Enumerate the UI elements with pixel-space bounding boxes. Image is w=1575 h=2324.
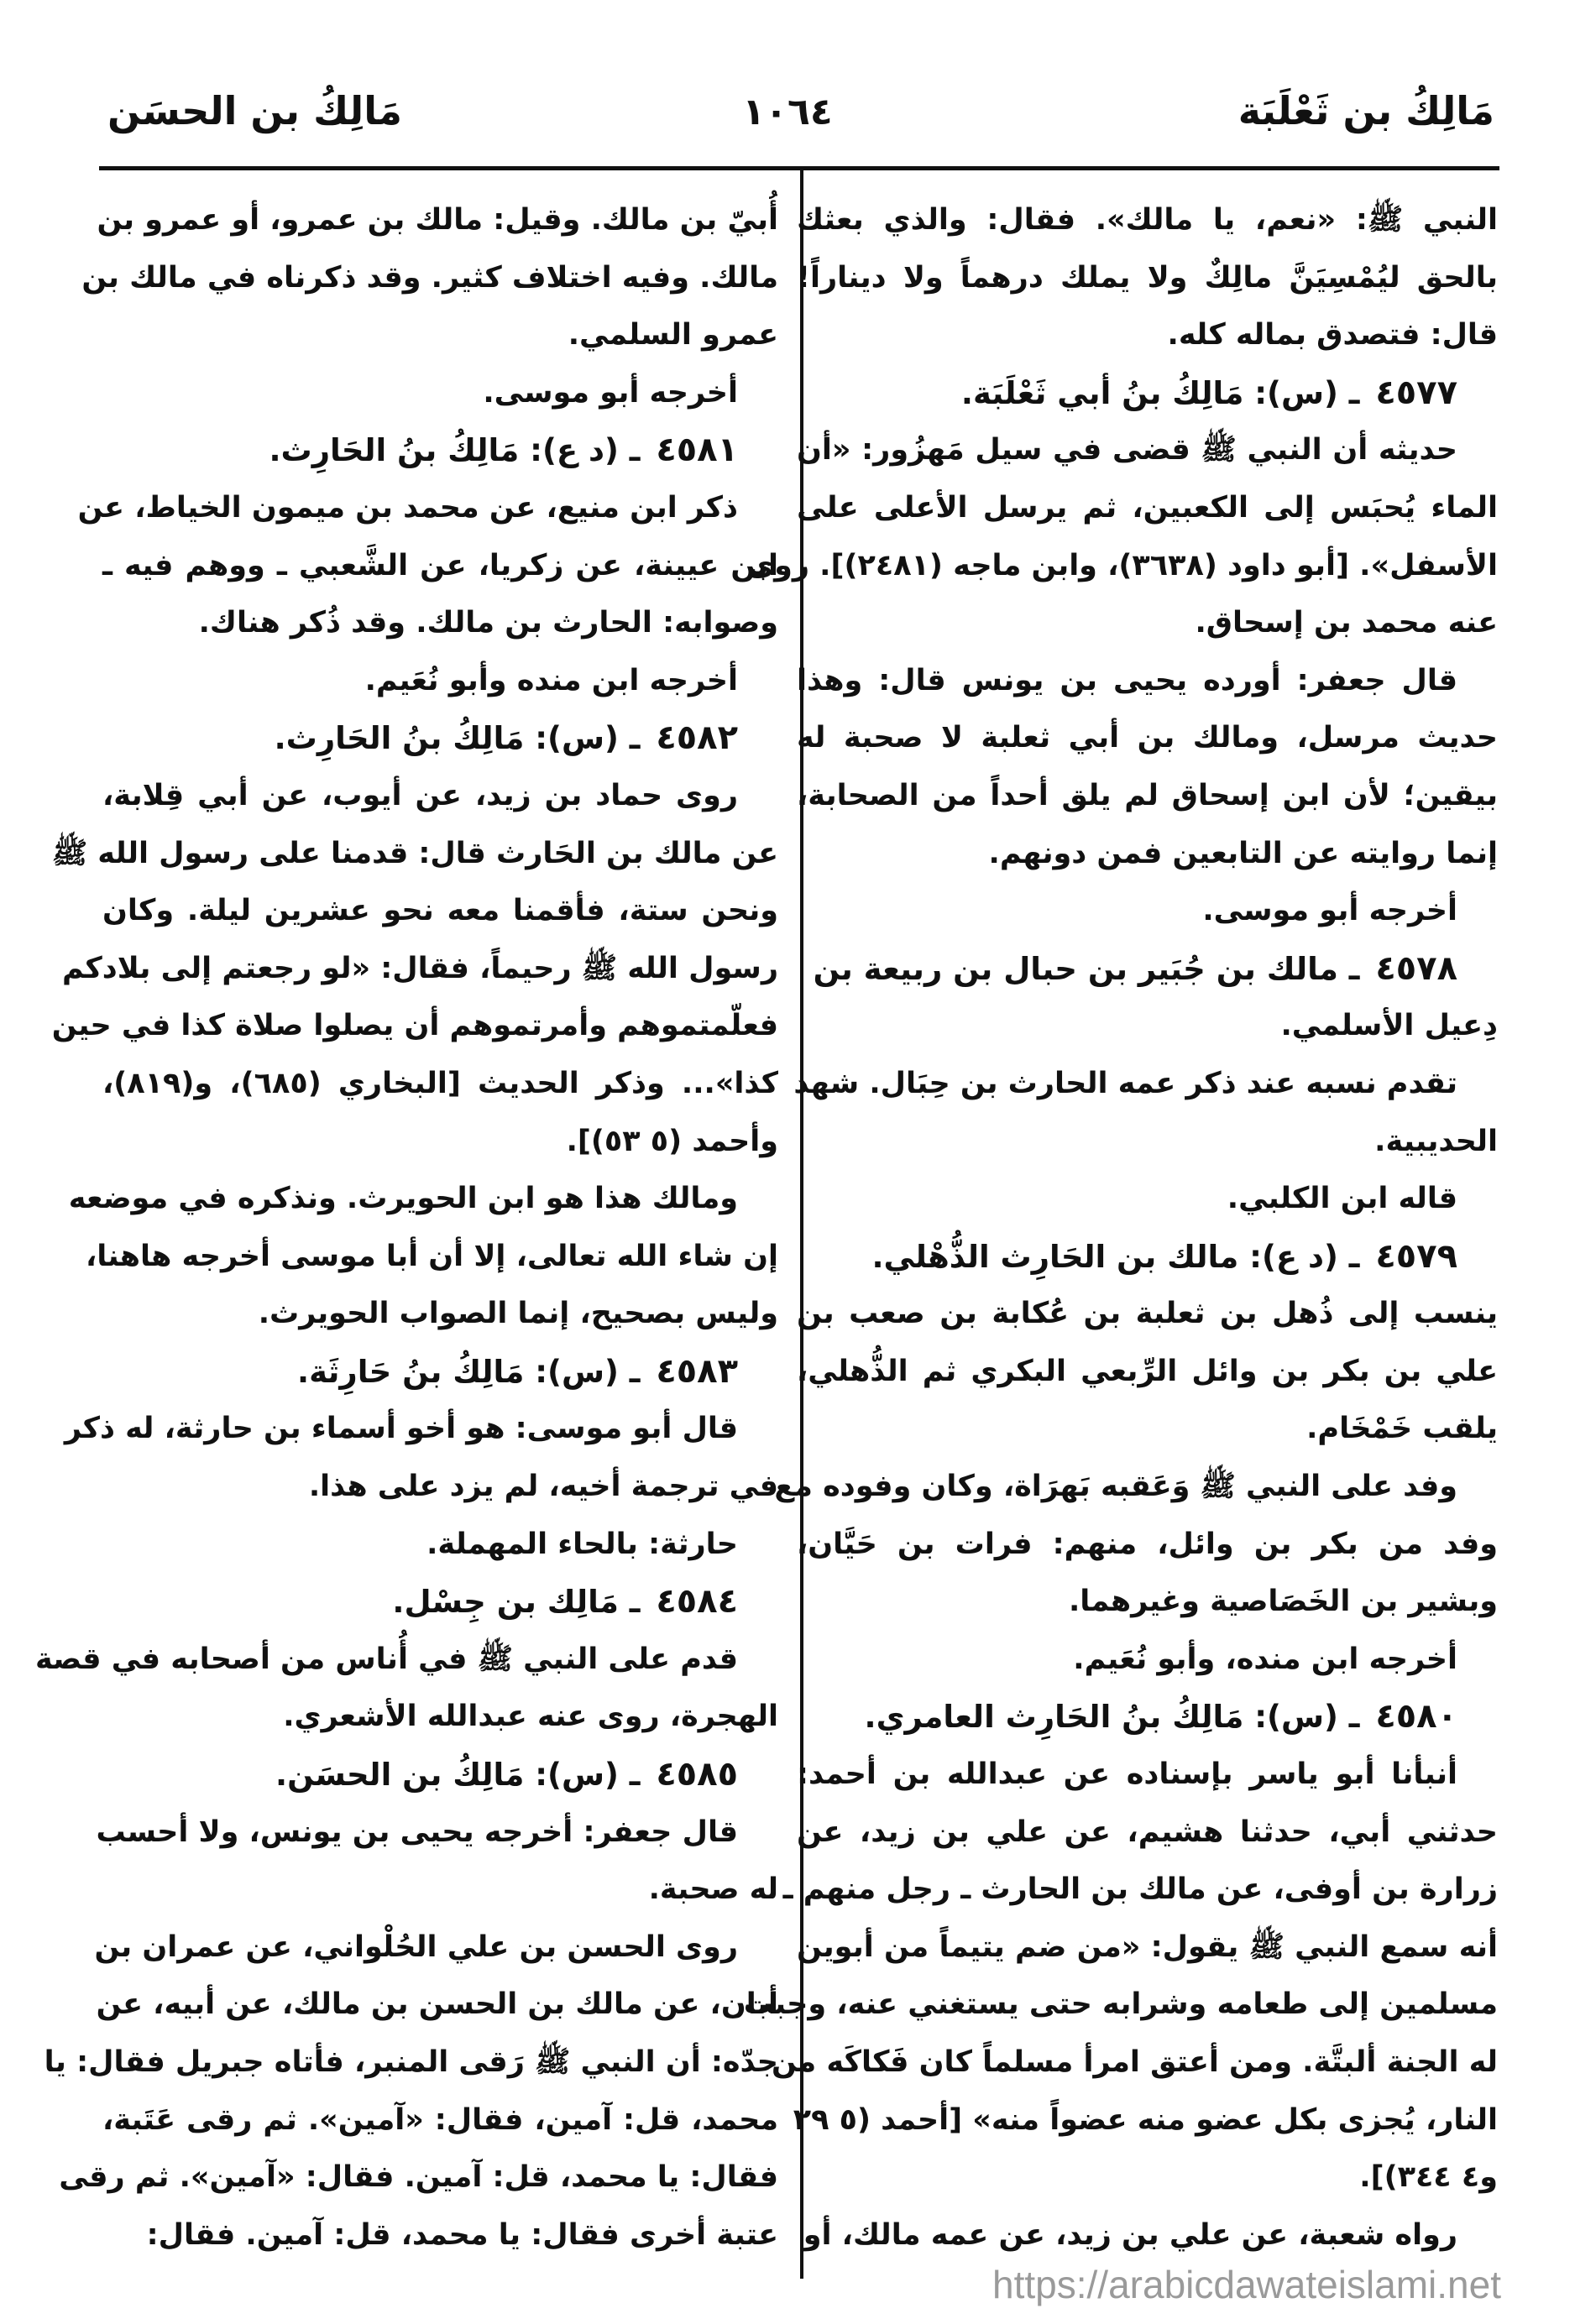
text-line: ينسب إلى ذُهل بن ثعلبة بن عُكابة بن صعب بن: [797, 1297, 1498, 1331]
text-line: قاله ابن الكلبي.: [1227, 1182, 1457, 1216]
running-head-right: مَالِكُ بن ثَعْلَبَة: [1238, 88, 1494, 133]
entry-number: ٤٥٨٢: [656, 718, 738, 758]
text-line: له الجنة ألبتَّة. ومن أعتق امرأ مسلماً كان فَكاكَه من: [772, 2045, 1498, 2079]
text-line: وأحمد (٥ ٥٣)].: [566, 1124, 778, 1158]
text-line: مسلمين إلى طعامه وشرابه حتى يستغني عنه، وجبت: [743, 1987, 1498, 2022]
entry-title: ـ (س): مَالِكُ بنُ الحَارِث.: [274, 720, 641, 757]
text-line: دِعيل الأسلمي.: [1280, 1009, 1498, 1043]
text-line: حديث مرسل، ومالك بن أبي ثعلبة لا صحبة له: [797, 721, 1498, 755]
text-line: حارثة: بالحاء المهملة.: [426, 1527, 738, 1561]
text-line: أخرجه أبو موسى.: [1202, 894, 1457, 928]
right-column: [743, 191, 1498, 2264]
text-line: يلقب خَمْخَام.: [1306, 1412, 1498, 1446]
entry-number: ٤٥٨٤: [656, 1582, 738, 1622]
text-line: بالحق ليُمْسِيَنَّ مالِكٌ ولا يملك درهماً ولا ديناراً!: [797, 260, 1498, 295]
entry-heading: [797, 1228, 1498, 1286]
entry-title: ـ (س): مَالِكُ بنُ حَارِثَة.: [297, 1353, 641, 1390]
entry-heading: [102, 421, 778, 479]
entry-title: ـ مالك بن جُبَير بن حبال بن ربيعة بن: [813, 950, 1360, 987]
entry-number: ٤٥٧٧: [1375, 373, 1457, 412]
text-line: روى الحسن بن علي الحُلْواني، عن عمران بن: [94, 1930, 738, 1964]
text-line: فعلّمتموهم وأمرتموهم أن يصلوا صلاة كذا في حين: [51, 1009, 778, 1043]
entry-number: ٤٥٧٩: [1375, 1236, 1457, 1276]
text-line: وفد من بكر بن وائل، منهم: فرات بن حَيَّان،: [797, 1527, 1498, 1561]
text-line: وليس بصحيح، إنما الصواب الحويرث.: [258, 1297, 778, 1331]
running-head-left: مَالِكُ بن الحسَن: [107, 88, 402, 133]
text-line: جدّه: أن النبي ﷺ رَقى المنبر، فأتاه جبريل فقال: يا: [44, 2045, 778, 2079]
text-line: قال أبو موسى: هو أخو أسماء بن حارثة، له ذكر: [64, 1412, 738, 1446]
text-line: وفد على النبي ﷺ وَعَقبه بَهرَاة، وكان وفوده مع: [774, 1470, 1457, 1504]
text-line: قدم على النبي ﷺ في أُناس من أصحابه في قصة: [34, 1642, 738, 1676]
text-line: رسول الله ﷺ رحيماً، فقال: «لو رجعتم إلى بلادكم: [61, 951, 778, 985]
entry-title: ـ (د ع): مالك بن الحَارِث الذُّهْلي.: [871, 1238, 1360, 1275]
text-line: و٤ ٣٤٤)].: [1359, 2160, 1498, 2195]
text-line: أنبأنا أبو ياسر بإسناده عن عبدالله بن أحمد:: [797, 1757, 1457, 1792]
text-line: أُبيّ بن مالك. وقيل: مالك بن عمرو، أو عمرو بن: [97, 203, 778, 237]
text-line: حدثني أبي، حدثنا هشيم، عن علي بن زيد، عن: [797, 1815, 1498, 1849]
entry-number: ٤٥٨١: [656, 431, 738, 470]
text-line: أبان، عن مالك بن الحسن بن مالك، عن أبيه، عن: [96, 1987, 778, 2022]
text-line: مالك. وفيه اختلاف كثير. وقد ذكرناه في مالك بن: [81, 260, 778, 295]
text-line: تقدم نسبه عند ذكر عمه الحارث بن حِبَال. شهد: [793, 1066, 1457, 1100]
text-line: زرارة بن أوفى، عن مالك بن الحارث ـ رجل منهم ـ: [782, 1872, 1498, 1907]
text-line: وصوابه: الحارث بن مالك. وقد ذُكر هناك.: [198, 606, 778, 640]
entry-heading: [797, 1688, 1498, 1746]
text-line: الهجرة، روى عنه عبدالله الأشعري.: [283, 1700, 778, 1734]
header-rule: [99, 166, 1499, 170]
text-line: قال جعفر: أورده يحيى بن يونس قال: وهذا: [797, 663, 1457, 697]
text-line: ومالك هذا هو ابن الحويرث. ونذكره في موضعه: [68, 1182, 738, 1216]
text-line: له صحبة.: [648, 1872, 778, 1907]
entry-title: ـ (س): مَالِكُ بنُ أبي ثَعْلَبَة.: [960, 374, 1360, 411]
entry-number: ٤٥٨٥: [656, 1755, 738, 1794]
text-line: قال: فتصدق بماله كله.: [1167, 318, 1498, 353]
text-line: علي بن بكر بن وائل الرِّبعي البكري ثم الذُّهلي،: [797, 1354, 1498, 1388]
text-line: عتبة أخرى فقال: يا محمد، قل: آمين. فقال:: [146, 2217, 778, 2252]
entry-heading: [102, 1343, 778, 1401]
entry-heading: [102, 1746, 778, 1804]
text-line: أخرجه أبو موسى.: [483, 375, 738, 410]
text-line: عن مالك بن الحَارث قال: قدمنا على رسول الله ﷺ: [51, 836, 778, 870]
text-line: النبي ﷺ: «نعم، يا مالك». فقال: والذي بعثك: [797, 203, 1498, 237]
entry-heading: [102, 709, 778, 767]
text-line: فقال: يا محمد، قل: آمين. فقال: «آمين». ثم رقى: [59, 2160, 778, 2195]
text-line: النار، يُجزى بكل عضو منه عضواً منه» [أحمد (٥ ٢٩: [793, 2102, 1498, 2137]
text-line: ذكر ابن منيع، عن محمد بن ميمون الخياط، عن: [77, 490, 738, 525]
text-line: إن شاء الله تعالى، إلا أن أبا موسى أخرجه هاهنا،: [85, 1239, 778, 1273]
entry-heading: [102, 1573, 778, 1631]
watermark-url: https://arabicdawateislami.net: [992, 2263, 1501, 2306]
text-line: قال جعفر: أخرجه يحيى بن يونس، ولا أحسب: [96, 1815, 738, 1849]
entry-title: ـ (د ع): مَالِكُ بنُ الحَارِث.: [269, 432, 641, 469]
entry-title: ـ مَالِك بن جِسْل.: [392, 1584, 641, 1621]
text-line: أنه سمع النبي ﷺ يقول: «من ضم يتيماً من أبوين: [797, 1930, 1498, 1964]
text-line: وبشير بن الخَصَاصية وغيرهما.: [1069, 1585, 1498, 1619]
text-line: الأسفل». [أبو داود (٣٦٣٨)، وابن ماجه (٢٤٨١)]. روى: [747, 548, 1498, 582]
text-line: أخرجه ابن منده وأبو نُعَيم.: [364, 663, 738, 697]
text-line: ابن عيينة، عن زكريا، عن الشَّعبي ـ ووهم فيه ـ: [102, 548, 778, 582]
text-line: ونحن ستة، فأقمنا معه نحو عشرين ليلة. وكان: [102, 894, 778, 928]
entry-title: ـ (س): مَالِكُ بنُ الحَارِث العامري.: [864, 1699, 1360, 1736]
text-line: حديثه أن النبي ﷺ قضى في سيل مَهزُور: «أن: [797, 433, 1457, 467]
text-line: بيقين؛ لأن ابن إسحاق لم يلق أحداً من الصحابة،: [797, 778, 1498, 812]
text-line: رواه شعبة، عن علي بن زيد، عن عمه مالك، أو: [803, 2217, 1457, 2252]
text-line: إنما روايته عن التابعين فمن دونهم.: [988, 836, 1498, 870]
text-line: محمد، قل: آمين، فقال: «آمين». ثم رقى عَتَبة،: [102, 2102, 778, 2137]
entry-number: ٤٥٧٨: [1375, 948, 1457, 988]
text-line: كذا»... وذكر الحديث [البخاري (٦٨٥)، و(٨١٩)،: [102, 1066, 778, 1100]
entry-number: ٤٥٨٣: [656, 1351, 738, 1391]
text-line: في ترجمة أخيه، لم يزد على هذا.: [308, 1470, 778, 1504]
entry-number: ٤٥٨٠: [1375, 1697, 1457, 1736]
entry-heading: [797, 364, 1498, 422]
text-line: عنه محمد بن إسحاق.: [1195, 606, 1498, 640]
text-line: أخرجه ابن منده، وأبو نُعَيم.: [1073, 1642, 1457, 1676]
text-line: الحديبية.: [1374, 1124, 1498, 1158]
entry-heading: [797, 940, 1498, 998]
entry-title: ـ (س): مَالِكُ بن الحسَن.: [275, 1757, 641, 1794]
page-number: ١٠٦٤: [742, 91, 833, 133]
text-line: الماء يُحبَس إلى الكعبين، ثم يرسل الأعلى على: [797, 490, 1498, 525]
left-column: [34, 191, 778, 2264]
text-line: روى حماد بن زيد، عن أيوب، عن أبي قِلابة،: [102, 778, 738, 812]
text-line: عمرو السلمي.: [568, 318, 778, 353]
